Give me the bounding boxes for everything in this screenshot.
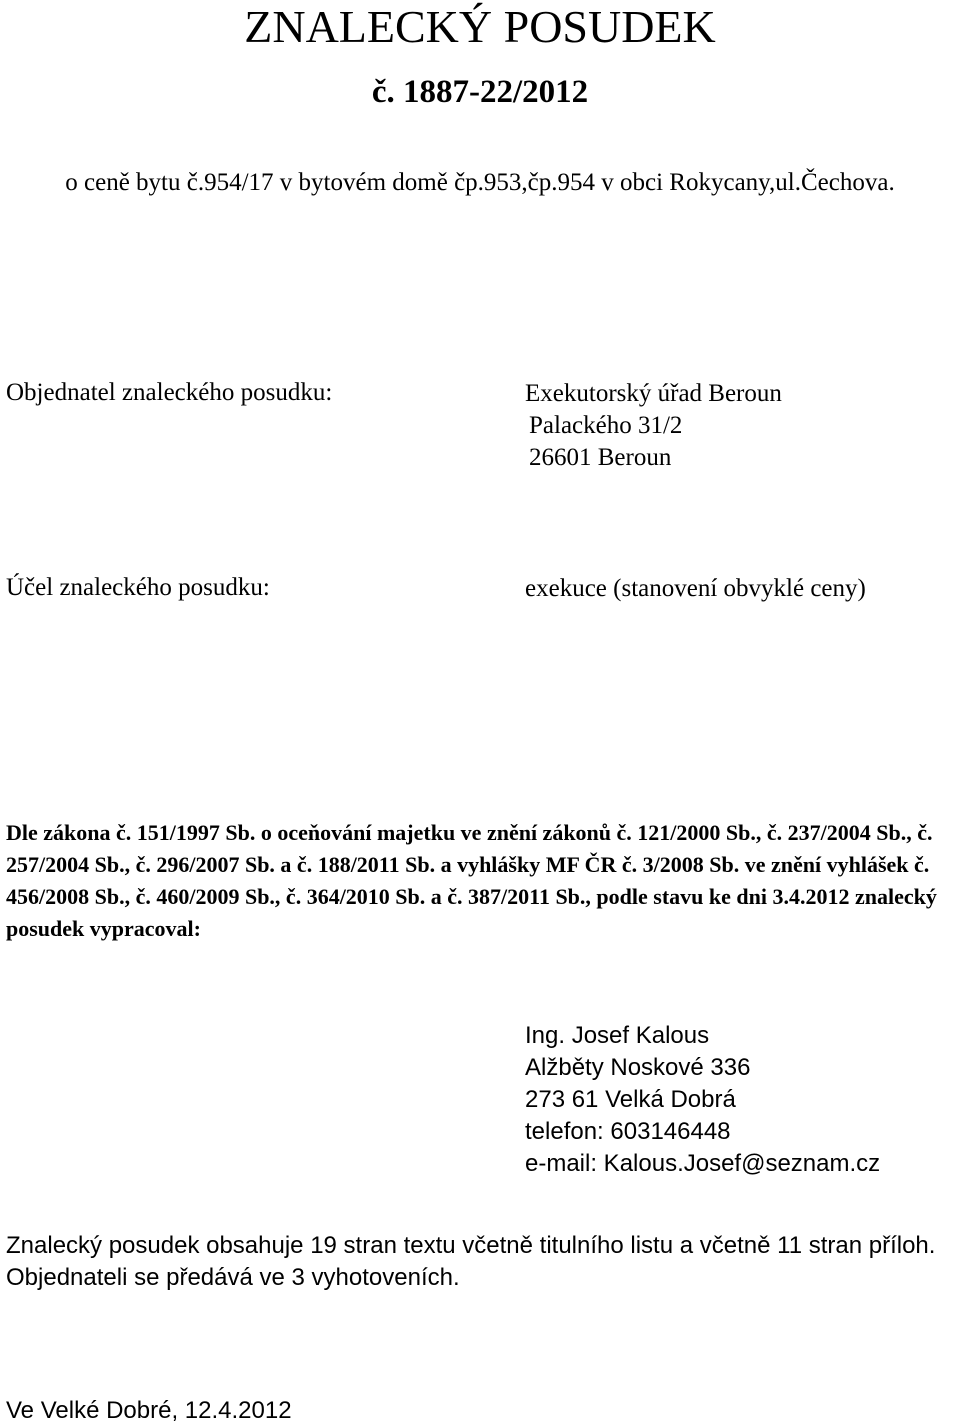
orderer-street: Palackého 31/2 (529, 412, 683, 439)
author-contact (525, 1020, 880, 1180)
orderer-label: Objednatel znaleckého posudku: (6, 379, 333, 406)
orderer-name: Exekutorský úřad Beroun (525, 380, 782, 407)
contents-note: Znalecký posudek obsahuje 19 stran textu včetně titulního listu a včetně 11 stran příloh. Objednateli se předává ve 3 vyhotoveních. (6, 1232, 936, 1291)
purpose-label: Účel znaleckého posudku: (6, 574, 270, 601)
document-subject: o ceně bytu č.954/17 v bytovém domě čp.953,čp.954 v obci Rokycany,ul.Čechova. (65, 169, 895, 196)
author-email: e-mail: Kalous.Josef@seznam.cz (525, 1150, 881, 1177)
author-street: Alžběty Noskové 336 (525, 1054, 751, 1081)
document-title: ZNALECKÝ POSUDEK (244, 1, 716, 52)
author-phone: telefon: 603146448 (525, 1118, 731, 1145)
author-city: 273 61 Velká Dobrá (525, 1086, 736, 1113)
orderer-city: 26601 Beroun (529, 444, 672, 471)
legal-basis-paragraph: Dle zákona č. 151/1997 Sb. o oceňování majetku ve znění zákonů č. 121/2000 Sb., č. 237/2004 Sb., č. 257/2004 Sb., č. 296/2007 Sb. a č. 188/2011 Sb. a vyhlášky MF ČR č. 3/2008 Sb. ve znění vyhlášek č. 456/2008 Sb., č. 460/2009 Sb., č. 364/2010 Sb. a č. 387/2011 Sb., podle stavu ke dni 3.4.2012 znalecký posudek vypracoval: (6, 820, 937, 941)
place-and-date: Ve Velké Dobré, 12.4.2012 (6, 1397, 292, 1424)
author-name: Ing. Josef Kalous (525, 1022, 710, 1049)
purpose-value: exekuce (stanovení obvyklé ceny) (525, 575, 866, 602)
document-number: č. 1887-22/2012 (371, 74, 589, 110)
orderer-address (525, 378, 782, 474)
